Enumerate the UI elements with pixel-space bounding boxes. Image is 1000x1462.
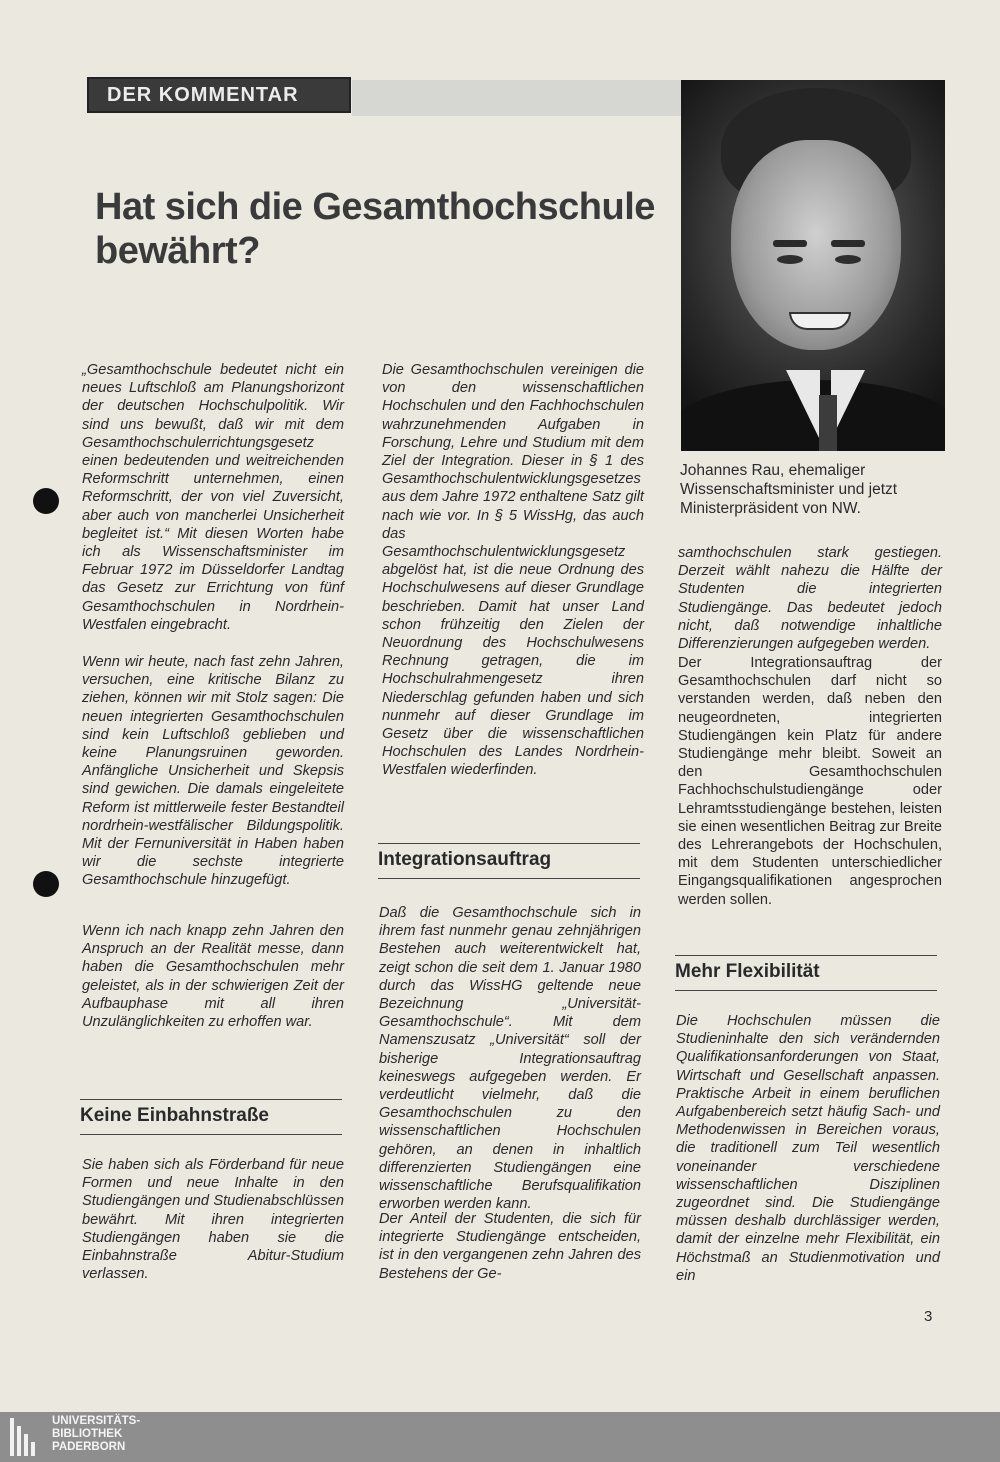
- section-tag: [87, 77, 351, 113]
- photo-smile: [789, 312, 851, 330]
- article-title: Hat sich die Gesamthochschule bewährt?: [95, 186, 655, 272]
- subhead-mehr-flexibilitaet: Mehr Flexibilität: [675, 955, 937, 991]
- subhead-integrationsauftrag: Integrationsauftrag: [378, 843, 640, 879]
- photo-collar-left: [786, 370, 820, 440]
- col1-paragraph-3: Wenn ich nach knapp zehn Jahren den Anspruch an der Realität messe, dann haben die Gesamthochschulen mehr geleistet, als in der schwierigen Zeit der Aufbauphase mit all ihren Unzulänglichkeiten zu erhoffen war.: [82, 923, 344, 1031]
- photo-caption: Johannes Rau, ehemaliger Wissenschaftsminister und jetzt Ministerpräsident von NW.: [680, 462, 898, 517]
- col3-paragraph-2: Der Integrationsauftrag der Gesamthochschulen darf nicht so verstanden werden, daß neben den neugeordneten, integrierten Studiengängen kein Platz für andere Studiengänge mehr bleibt. Soweit an den Gesamthochschulen Fachhochschulstudiengänge oder Lehramtsstudiengänge bestehen, leisten sie einen wesentlichen Beitrag zur Breite des Lehrerangebots der Hochschulen, mit dem Studenten unterschiedlicher Eingangsqualifikationen angesprochen werden sollen.: [678, 655, 942, 908]
- photo-eye-right: [835, 255, 861, 264]
- portrait-photo: [681, 80, 945, 451]
- col1-intro-paragraph: „Gesamthochschule bedeutet nicht ein neues Luftschloß am Planungshorizont der deutschen Hochschulpolitik. Wir sind uns bewußt, daß wir mit dem Gesamthochschulerrichtungsgesetz einen bedeutenden und weitreichenden Reformschritt unternehmen, einen Reformschritt, der von viel Zuversicht, aber auch von mancherlei Unsicherheit begleitet ist.“ Mit diesen Worten habe ich als Wissenschaftsminister im Februar 1972 im Düsseldorfer Landtag das Gesetz zur Errichtung von fünf Gesamthochschulen in Nordrhein-Westfalen eingebracht.: [82, 362, 344, 633]
- page-number: 3: [924, 1308, 933, 1325]
- col3-paragraph-1: samthochschulen stark gestiegen. Derzeit wählt nahezu die Hälfte der Studenten die integrierten Studiengänge. Das bedeutet jedoch nicht, daß notwendige inhaltliche Differenzierungen aufgegeben werden.: [678, 545, 942, 653]
- photo-brow-left: [773, 240, 807, 247]
- photo-brow-right: [831, 240, 865, 247]
- col1-paragraph-4: Sie haben sich als Förderband für neue Formen und neue Inhalte in den Studiengängen und Studienabschlüssen bewährt. Mit ihren integrierten Studiengängen haben sie die Einbahnstraße Abitur-Studium verlassen.: [82, 1157, 344, 1283]
- section-tag-label: DER KOMMENTAR: [107, 84, 299, 106]
- photo-tie: [819, 395, 837, 451]
- col2-paragraph-3: Der Anteil der Studenten, die sich für integrierte Studiengänge entscheiden, ist in den vergangenen zehn Jahren des Bestehens der Ge-: [379, 1211, 641, 1282]
- show-through-strip: [352, 80, 682, 116]
- col1-paragraph-2: Wenn wir heute, nach fast zehn Jahren, versuchen, eine kritische Bilanz zu ziehen, können wir mit Stolz sagen: Die neuen integrierten Gesamthochschulen sind kein Luftschloß geblieben und keine Planungsruinen geworden. Anfängliche Unsicherheit und Skepsis sind gewichen. Die damals eingeleitete Reform ist mittlerweile fester Bestandteil nordrhein-westfälischer Bildungspolitik. Mit der Fernuniversität in Haben haben wir die sechste integrierte Gesamthochschule hinzugefügt.: [82, 654, 344, 889]
- punch-hole-top: [33, 488, 59, 514]
- library-footer-bar: [0, 1412, 1000, 1462]
- library-name: UNIVERSITÄTS- BIBLIOTHEK PADERBORN: [52, 1415, 141, 1453]
- col2-paragraph-2: Daß die Gesamthochschule sich in ihrem fast nunmehr genau zehnjährigen Bestehen auch weiterentwickelt hat, zeigt schon die seit dem 1. Januar 1980 durch das WissHG geltende neue Bezeichnung „Universität-Gesamthochschule“. Mit dem Namenszusatz „Universität“ soll der bisherige Integrationsauftrag keineswegs aufgegeben werden. Er verdeutlicht vielmehr, daß die Gesamthochschulen zu den wissenschaftlichen Hochschulen gehören, an denen in inhaltlich differenzierten Studiengängen eine wissenschaftliche Berufsqualifikation erworben werden kann.: [379, 905, 641, 1213]
- subhead-keine-einbahnstrasse: Keine Einbahnstraße: [80, 1099, 342, 1135]
- photo-eye-left: [777, 255, 803, 264]
- col3-paragraph-3: Die Hochschulen müssen die Studieninhalte den sich verändernden Qualifikationsanforderungen von Staat, Wirtschaft und Gesellschaft anpassen. Praktische Arbeit in einem beruflichen Aufgabenbereich setzt häufig Sach- und Methodenwissen in Bereichen voraus, die traditionell zum Teil wesentlich voneinander verschiedene wissenschaftlichen Disziplinen zugeordnet sind. Die Studiengänge müssen deshalb durchlässiger werden, damit der einzelne mehr Flexibilität, ein Höchstmaß an Studienmotivation und ein: [676, 1013, 940, 1284]
- library-logo-icon: [8, 1418, 46, 1456]
- punch-hole-bottom: [33, 871, 59, 897]
- col2-paragraph-1: Die Gesamthochschulen vereinigen die von den wissenschaftlichen Hochschulen und den Fachhochschulen wahrzunehmenden Aufgaben in Forschung, Lehre und Studium mit dem Ziel der Integration. Dieser in § 1 des Gesamthochschulentwicklungsgesetzes aus dem Jahre 1972 enthaltene Satz gilt nach wie vor. In § 5 WissHg, das auch das Gesamthochschulentwicklungsgesetz abgelöst hat, ist die neue Ordnung des Hochschulwesens auf dieser Grundlage beschrieben. Damit hat unser Land schon frühzeitig den Zielen der Neuordnung des Hochschulwesens Rechnung getragen, die im Hochschulrahmengesetz ihren Niederschlag gefunden haben und sich nunmehr auf dieser Grundlage im Gesetz über die wissenschaftlichen Hochschulen des Landes Nordrhein-Westfalen wiederfinden.: [382, 362, 644, 779]
